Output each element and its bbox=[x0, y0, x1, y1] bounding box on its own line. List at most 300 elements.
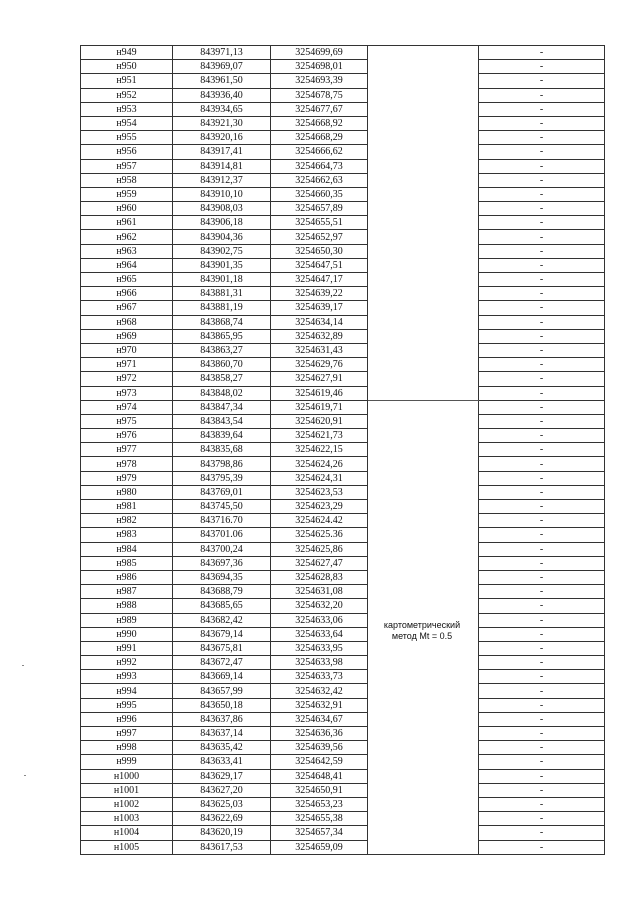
y-coordinate-cell: 3254623,53 bbox=[271, 485, 368, 499]
y-coordinate-cell: 3254631,43 bbox=[271, 343, 368, 357]
table-row bbox=[81, 471, 605, 485]
point-id-cell: н976 bbox=[81, 429, 173, 443]
point-id-cell: н992 bbox=[81, 656, 173, 670]
method-cell bbox=[368, 528, 479, 542]
y-coordinate-cell: 3254627,91 bbox=[271, 372, 368, 386]
table-row bbox=[81, 712, 605, 726]
point-id-cell: н979 bbox=[81, 471, 173, 485]
coordinates-table bbox=[80, 45, 605, 855]
y-coordinate-cell: 3254629,76 bbox=[271, 358, 368, 372]
y-coordinate-cell: 3254657,34 bbox=[271, 826, 368, 840]
x-coordinate-cell: 843620,19 bbox=[173, 826, 271, 840]
error-cell: - bbox=[479, 741, 605, 755]
y-coordinate-cell: 3254625,86 bbox=[271, 542, 368, 556]
coordinates-sheet bbox=[80, 45, 601, 855]
y-coordinate-cell: 3254634,14 bbox=[271, 315, 368, 329]
error-cell: - bbox=[479, 471, 605, 485]
x-coordinate-cell: 843637,14 bbox=[173, 727, 271, 741]
y-coordinate-cell: 3254632,42 bbox=[271, 684, 368, 698]
error-cell: - bbox=[479, 556, 605, 570]
method-cell bbox=[368, 712, 479, 726]
method-cell bbox=[368, 386, 479, 400]
table-row bbox=[81, 60, 605, 74]
error-cell: - bbox=[479, 783, 605, 797]
error-cell: - bbox=[479, 187, 605, 201]
table-row bbox=[81, 74, 605, 88]
error-cell: - bbox=[479, 273, 605, 287]
method-cell bbox=[368, 443, 479, 457]
point-id-cell: н1004 bbox=[81, 826, 173, 840]
error-cell: - bbox=[479, 88, 605, 102]
y-coordinate-cell: 3254632,89 bbox=[271, 329, 368, 343]
point-id-cell: н950 bbox=[81, 60, 173, 74]
x-coordinate-cell: 843637,86 bbox=[173, 712, 271, 726]
x-coordinate-cell: 843622,69 bbox=[173, 812, 271, 826]
y-coordinate-cell: 3254650,91 bbox=[271, 783, 368, 797]
error-cell: - bbox=[479, 244, 605, 258]
x-coordinate-cell: 843685,65 bbox=[173, 599, 271, 613]
x-coordinate-cell: 843961,50 bbox=[173, 74, 271, 88]
x-coordinate-cell: 843843,54 bbox=[173, 414, 271, 428]
error-cell: - bbox=[479, 755, 605, 769]
point-id-cell: н970 bbox=[81, 343, 173, 357]
table-row bbox=[81, 783, 605, 797]
error-cell: - bbox=[479, 202, 605, 216]
table-row bbox=[81, 173, 605, 187]
method-cell bbox=[368, 741, 479, 755]
method-cell bbox=[368, 727, 479, 741]
point-id-cell: н973 bbox=[81, 386, 173, 400]
method-cell bbox=[368, 358, 479, 372]
y-coordinate-cell: 3254653,23 bbox=[271, 797, 368, 811]
y-coordinate-cell: 3254633,95 bbox=[271, 641, 368, 655]
error-cell: - bbox=[479, 131, 605, 145]
x-coordinate-cell: 843839,64 bbox=[173, 429, 271, 443]
x-coordinate-cell: 843798,86 bbox=[173, 457, 271, 471]
x-coordinate-cell: 843906,18 bbox=[173, 216, 271, 230]
error-cell: - bbox=[479, 797, 605, 811]
error-cell: - bbox=[479, 570, 605, 584]
error-cell: - bbox=[479, 712, 605, 726]
point-id-cell: н961 bbox=[81, 216, 173, 230]
y-coordinate-cell: 3254633,06 bbox=[271, 613, 368, 627]
point-id-cell: н985 bbox=[81, 556, 173, 570]
table-row bbox=[81, 599, 605, 613]
y-coordinate-cell: 3254668,92 bbox=[271, 116, 368, 130]
point-id-cell: н993 bbox=[81, 670, 173, 684]
y-coordinate-cell: 3254620,91 bbox=[271, 414, 368, 428]
error-cell: - bbox=[479, 769, 605, 783]
y-coordinate-cell: 3254660,35 bbox=[271, 187, 368, 201]
point-id-cell: н968 bbox=[81, 315, 173, 329]
error-cell: - bbox=[479, 301, 605, 315]
y-coordinate-cell: 3254662,63 bbox=[271, 173, 368, 187]
method-cell bbox=[368, 826, 479, 840]
error-cell: - bbox=[479, 528, 605, 542]
method-cell bbox=[368, 116, 479, 130]
method-cell bbox=[368, 258, 479, 272]
method-cell bbox=[368, 372, 479, 386]
point-id-cell: н949 bbox=[81, 46, 173, 60]
table-row bbox=[81, 641, 605, 655]
y-coordinate-cell: 3254647,51 bbox=[271, 258, 368, 272]
method-cell bbox=[368, 599, 479, 613]
y-coordinate-cell: 3254647,17 bbox=[271, 273, 368, 287]
x-coordinate-cell: 843650,18 bbox=[173, 698, 271, 712]
table-row bbox=[81, 187, 605, 201]
error-cell: - bbox=[479, 684, 605, 698]
error-cell: - bbox=[479, 400, 605, 414]
error-cell: - bbox=[479, 585, 605, 599]
y-coordinate-cell: 3254699,69 bbox=[271, 46, 368, 60]
method-cell bbox=[368, 216, 479, 230]
x-coordinate-cell: 843795,39 bbox=[173, 471, 271, 485]
y-coordinate-cell: 3254624,26 bbox=[271, 457, 368, 471]
x-coordinate-cell: 843904,36 bbox=[173, 230, 271, 244]
error-cell: - bbox=[479, 216, 605, 230]
y-coordinate-cell: 3254627,47 bbox=[271, 556, 368, 570]
method-cell bbox=[368, 783, 479, 797]
x-coordinate-cell: 843901,35 bbox=[173, 258, 271, 272]
error-cell: - bbox=[479, 656, 605, 670]
table-row bbox=[81, 670, 605, 684]
x-coordinate-cell: 843701.06 bbox=[173, 528, 271, 542]
error-cell: - bbox=[479, 812, 605, 826]
error-cell: - bbox=[479, 358, 605, 372]
table-row bbox=[81, 514, 605, 528]
y-coordinate-cell: 3254622,15 bbox=[271, 443, 368, 457]
x-coordinate-cell: 843917,41 bbox=[173, 145, 271, 159]
table-row bbox=[81, 372, 605, 386]
table-row bbox=[81, 301, 605, 315]
x-coordinate-cell: 843627,20 bbox=[173, 783, 271, 797]
y-coordinate-cell: 3254634,67 bbox=[271, 712, 368, 726]
error-cell: - bbox=[479, 159, 605, 173]
method-cell bbox=[368, 500, 479, 514]
x-coordinate-cell: 843881,19 bbox=[173, 301, 271, 315]
x-coordinate-cell: 843657,99 bbox=[173, 684, 271, 698]
error-cell: - bbox=[479, 826, 605, 840]
y-coordinate-cell: 3254677,67 bbox=[271, 102, 368, 116]
x-coordinate-cell: 843848,02 bbox=[173, 386, 271, 400]
error-cell: - bbox=[479, 258, 605, 272]
point-id-cell: н978 bbox=[81, 457, 173, 471]
table-row bbox=[81, 145, 605, 159]
method-cell bbox=[368, 287, 479, 301]
table-row bbox=[81, 343, 605, 357]
x-coordinate-cell: 843745,50 bbox=[173, 500, 271, 514]
method-cell bbox=[368, 88, 479, 102]
point-id-cell: н956 bbox=[81, 145, 173, 159]
table-row bbox=[81, 528, 605, 542]
x-coordinate-cell: 843697,36 bbox=[173, 556, 271, 570]
error-cell: - bbox=[479, 698, 605, 712]
error-cell: - bbox=[479, 315, 605, 329]
error-cell: - bbox=[479, 500, 605, 514]
table-row bbox=[81, 102, 605, 116]
table-row bbox=[81, 485, 605, 499]
error-cell: - bbox=[479, 414, 605, 428]
x-coordinate-cell: 843912,37 bbox=[173, 173, 271, 187]
x-coordinate-cell: 843669,14 bbox=[173, 670, 271, 684]
y-coordinate-cell: 3254642,59 bbox=[271, 755, 368, 769]
table-row bbox=[81, 258, 605, 272]
y-coordinate-cell: 3254678,75 bbox=[271, 88, 368, 102]
error-cell: - bbox=[479, 329, 605, 343]
table-row bbox=[81, 840, 605, 854]
point-id-cell: н997 bbox=[81, 727, 173, 741]
x-coordinate-cell: 843629,17 bbox=[173, 769, 271, 783]
point-id-cell: н986 bbox=[81, 570, 173, 584]
point-id-cell: н1001 bbox=[81, 783, 173, 797]
table-row bbox=[81, 414, 605, 428]
method-cell bbox=[368, 457, 479, 471]
point-id-cell: н958 bbox=[81, 173, 173, 187]
point-id-cell: н988 bbox=[81, 599, 173, 613]
y-coordinate-cell: 3254631,08 bbox=[271, 585, 368, 599]
error-cell: - bbox=[479, 372, 605, 386]
x-coordinate-cell: 843769,01 bbox=[173, 485, 271, 499]
x-coordinate-cell: 843902,75 bbox=[173, 244, 271, 258]
y-coordinate-cell: 3254639,22 bbox=[271, 287, 368, 301]
method-cell bbox=[368, 159, 479, 173]
x-coordinate-cell: 843901,18 bbox=[173, 273, 271, 287]
point-id-cell: н1002 bbox=[81, 797, 173, 811]
x-coordinate-cell: 843635,42 bbox=[173, 741, 271, 755]
table-row bbox=[81, 769, 605, 783]
y-coordinate-cell: 3254655,51 bbox=[271, 216, 368, 230]
x-coordinate-cell: 843716.70 bbox=[173, 514, 271, 528]
method-cell bbox=[368, 230, 479, 244]
table-row bbox=[81, 244, 605, 258]
y-coordinate-cell: 3254632,20 bbox=[271, 599, 368, 613]
table-row bbox=[81, 500, 605, 514]
y-coordinate-cell: 3254657,89 bbox=[271, 202, 368, 216]
y-coordinate-cell: 3254648,41 bbox=[271, 769, 368, 783]
point-id-cell: н972 bbox=[81, 372, 173, 386]
point-id-cell: н952 bbox=[81, 88, 173, 102]
y-coordinate-cell: 3254632,91 bbox=[271, 698, 368, 712]
point-id-cell: н954 bbox=[81, 116, 173, 130]
x-coordinate-cell: 843835,68 bbox=[173, 443, 271, 457]
x-coordinate-cell: 843617,53 bbox=[173, 840, 271, 854]
point-id-cell: н1003 bbox=[81, 812, 173, 826]
error-cell: - bbox=[479, 173, 605, 187]
point-id-cell: н982 bbox=[81, 514, 173, 528]
point-id-cell: н999 bbox=[81, 755, 173, 769]
method-cell bbox=[368, 202, 479, 216]
error-cell: - bbox=[479, 116, 605, 130]
table-row bbox=[81, 656, 605, 670]
x-coordinate-cell: 843688,79 bbox=[173, 585, 271, 599]
point-id-cell: н995 bbox=[81, 698, 173, 712]
table-row bbox=[81, 315, 605, 329]
method-cell bbox=[368, 315, 479, 329]
point-id-cell: н1005 bbox=[81, 840, 173, 854]
error-cell: - bbox=[479, 514, 605, 528]
point-id-cell: н955 bbox=[81, 131, 173, 145]
error-cell: - bbox=[479, 670, 605, 684]
table-row bbox=[81, 755, 605, 769]
table-row bbox=[81, 216, 605, 230]
table-row bbox=[81, 797, 605, 811]
method-cell bbox=[368, 102, 479, 116]
y-coordinate-cell: 3254628,83 bbox=[271, 570, 368, 584]
method-cell bbox=[368, 542, 479, 556]
table-row bbox=[81, 230, 605, 244]
scan-speck bbox=[24, 775, 26, 776]
method-cell bbox=[368, 429, 479, 443]
method-note-line2: метод Mt = 0.5 bbox=[391, 631, 453, 641]
point-id-cell: н981 bbox=[81, 500, 173, 514]
method-cell bbox=[368, 400, 479, 414]
y-coordinate-cell: 3254621,73 bbox=[271, 429, 368, 443]
error-cell: - bbox=[479, 599, 605, 613]
table-row bbox=[81, 698, 605, 712]
x-coordinate-cell: 843694,35 bbox=[173, 570, 271, 584]
x-coordinate-cell: 843921,30 bbox=[173, 116, 271, 130]
x-coordinate-cell: 843881,31 bbox=[173, 287, 271, 301]
x-coordinate-cell: 843908,03 bbox=[173, 202, 271, 216]
x-coordinate-cell: 843920,16 bbox=[173, 131, 271, 145]
x-coordinate-cell: 843675,81 bbox=[173, 641, 271, 655]
point-id-cell: н957 bbox=[81, 159, 173, 173]
point-id-cell: н1000 bbox=[81, 769, 173, 783]
scan-speck bbox=[22, 665, 24, 666]
method-cell bbox=[368, 656, 479, 670]
method-cell bbox=[368, 301, 479, 315]
method-cell bbox=[368, 46, 479, 60]
error-cell: - bbox=[479, 613, 605, 627]
x-coordinate-cell: 843865,95 bbox=[173, 329, 271, 343]
error-cell: - bbox=[479, 429, 605, 443]
y-coordinate-cell: 3254639,17 bbox=[271, 301, 368, 315]
point-id-cell: н951 bbox=[81, 74, 173, 88]
point-id-cell: н967 bbox=[81, 301, 173, 315]
x-coordinate-cell: 843860,70 bbox=[173, 358, 271, 372]
error-cell: - bbox=[479, 840, 605, 854]
x-coordinate-cell: 843682,42 bbox=[173, 613, 271, 627]
error-cell: - bbox=[479, 287, 605, 301]
point-id-cell: н977 bbox=[81, 443, 173, 457]
method-cell bbox=[368, 273, 479, 287]
point-id-cell: н964 bbox=[81, 258, 173, 272]
method-cell bbox=[368, 414, 479, 428]
x-coordinate-cell: 843969,07 bbox=[173, 60, 271, 74]
error-cell: - bbox=[479, 60, 605, 74]
point-id-cell: н975 bbox=[81, 414, 173, 428]
point-id-cell: н983 bbox=[81, 528, 173, 542]
table-row bbox=[81, 400, 605, 414]
table-row bbox=[81, 727, 605, 741]
x-coordinate-cell: 843936,40 bbox=[173, 88, 271, 102]
method-cell bbox=[368, 244, 479, 258]
table-row bbox=[81, 627, 605, 641]
y-coordinate-cell: 3254619,46 bbox=[271, 386, 368, 400]
table-row bbox=[81, 613, 605, 627]
y-coordinate-cell: 3254619,71 bbox=[271, 400, 368, 414]
point-id-cell: н990 bbox=[81, 627, 173, 641]
error-cell: - bbox=[479, 343, 605, 357]
point-id-cell: н984 bbox=[81, 542, 173, 556]
table-row bbox=[81, 826, 605, 840]
y-coordinate-cell: 3254668,29 bbox=[271, 131, 368, 145]
point-id-cell: н960 bbox=[81, 202, 173, 216]
point-id-cell: н953 bbox=[81, 102, 173, 116]
error-cell: - bbox=[479, 457, 605, 471]
point-id-cell: н994 bbox=[81, 684, 173, 698]
method-cell bbox=[368, 684, 479, 698]
table-row bbox=[81, 585, 605, 599]
error-cell: - bbox=[479, 443, 605, 457]
table-row bbox=[81, 457, 605, 471]
method-cell bbox=[368, 570, 479, 584]
point-id-cell: н971 bbox=[81, 358, 173, 372]
point-id-cell: н989 bbox=[81, 613, 173, 627]
point-id-cell: н959 bbox=[81, 187, 173, 201]
y-coordinate-cell: 3254623,29 bbox=[271, 500, 368, 514]
point-id-cell: н962 bbox=[81, 230, 173, 244]
method-cell bbox=[368, 585, 479, 599]
x-coordinate-cell: 843934,65 bbox=[173, 102, 271, 116]
y-coordinate-cell: 3254636,36 bbox=[271, 727, 368, 741]
table-row bbox=[81, 273, 605, 287]
method-cell bbox=[368, 485, 479, 499]
x-coordinate-cell: 843672,47 bbox=[173, 656, 271, 670]
x-coordinate-cell: 843868,74 bbox=[173, 315, 271, 329]
error-cell: - bbox=[479, 386, 605, 400]
y-coordinate-cell: 3254624,31 bbox=[271, 471, 368, 485]
point-id-cell: н974 bbox=[81, 400, 173, 414]
point-id-cell: н969 bbox=[81, 329, 173, 343]
error-cell: - bbox=[479, 641, 605, 655]
method-cell bbox=[368, 556, 479, 570]
error-cell: - bbox=[479, 485, 605, 499]
y-coordinate-cell: 3254633,64 bbox=[271, 627, 368, 641]
x-coordinate-cell: 843858,27 bbox=[173, 372, 271, 386]
x-coordinate-cell: 843700,24 bbox=[173, 542, 271, 556]
error-cell: - bbox=[479, 46, 605, 60]
y-coordinate-cell: 3254666,62 bbox=[271, 145, 368, 159]
point-id-cell: н996 bbox=[81, 712, 173, 726]
method-cell bbox=[368, 145, 479, 159]
method-cell bbox=[368, 471, 479, 485]
method-cell bbox=[368, 187, 479, 201]
method-cell bbox=[368, 670, 479, 684]
table-row bbox=[81, 88, 605, 102]
method-cell bbox=[368, 698, 479, 712]
point-id-cell: н965 bbox=[81, 273, 173, 287]
error-cell: - bbox=[479, 230, 605, 244]
x-coordinate-cell: 843625,03 bbox=[173, 797, 271, 811]
y-coordinate-cell: 3254624.42 bbox=[271, 514, 368, 528]
error-cell: - bbox=[479, 627, 605, 641]
table-row bbox=[81, 684, 605, 698]
table-row bbox=[81, 131, 605, 145]
point-id-cell: н963 bbox=[81, 244, 173, 258]
y-coordinate-cell: 3254625.36 bbox=[271, 528, 368, 542]
point-id-cell: н966 bbox=[81, 287, 173, 301]
method-cell bbox=[368, 74, 479, 88]
table-row bbox=[81, 287, 605, 301]
table-row bbox=[81, 202, 605, 216]
method-cell bbox=[368, 840, 479, 854]
table-row bbox=[81, 329, 605, 343]
x-coordinate-cell: 843863,27 bbox=[173, 343, 271, 357]
method-cell bbox=[368, 173, 479, 187]
table-row bbox=[81, 812, 605, 826]
error-cell: - bbox=[479, 102, 605, 116]
